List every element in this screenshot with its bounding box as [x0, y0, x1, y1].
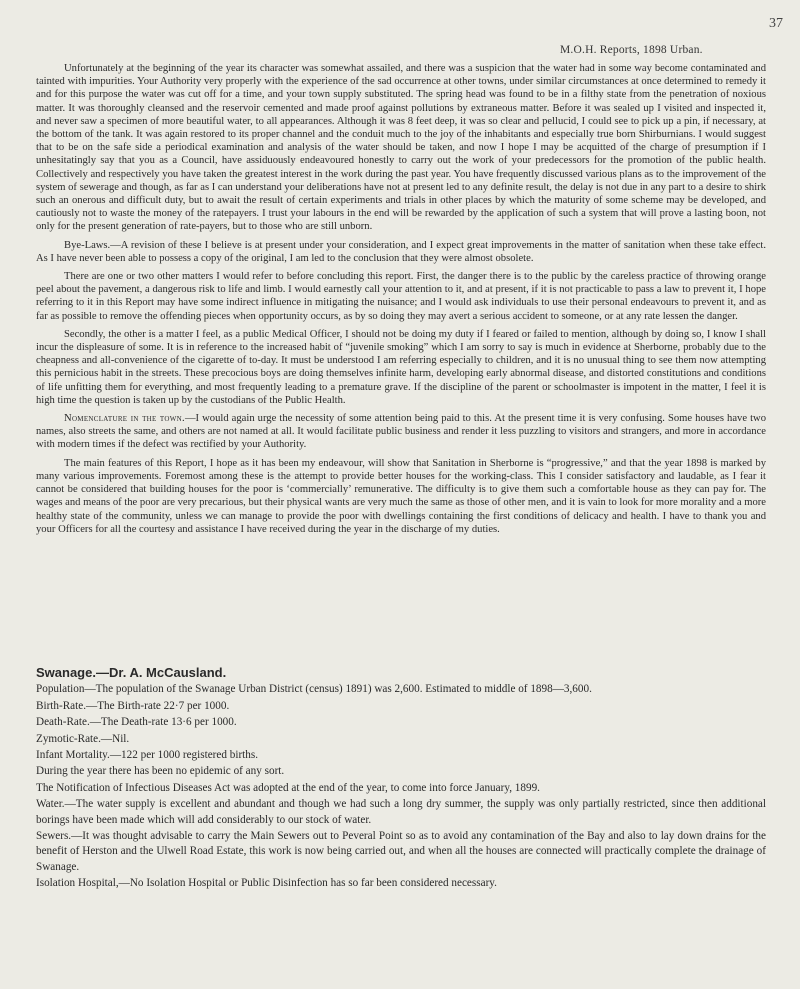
infant-mortality-line: Infant Mortality.—122 per 1000 registered births. — [36, 749, 259, 762]
nomenclature-text: —I would again urge the necessity of some attention being paid to this. At the present time it is very confusing. Some houses have two names, also streets the same, and others are not named at all. It would facilitate public business and render it less puzzling to visitors and strangers, and more in accordance with modern times if the defect was rectified by your Authority. — [36, 413, 766, 451]
paragraph-bye-laws: Bye-Laws.—A revision of these I believe is at present under your consideration, and I expect great improvements in the matter of sanitation when these take effect. As I have never been able to possess a copy of the original, I am led to the conclusion that they were almost obsolete. — [36, 239, 766, 264]
swanage-section — [36, 665, 766, 893]
paragraph-water-supply: Unfortunately at the beginning of the year its character was somewhat assailed, and there was a suspicion that the water had in some way become contaminated and tainted with impurities. Your Authority very properly with the experience of the sad occurrence at other towns, under similar circumstances at once determined to remedy it and for this purpose the water was cut off for a time, and your town supply substituted. The spring head was found to be in a filthy state from the penetration of noxious matter. It was thoroughly cleansed and the reservoir cemented and made proof against pollutions by extraneous matter. Before it was sealed up I visited and inspected it, and never saw a specimen of more beautiful water, to all appearances. Although it was 8 feet deep, it was so clear and pellucid, I could see to pick up a pin, if necessary, at the bottom of the tank. It was again restored to its proper channel and the conduit much to the joy of the inhabitants and especially true born Shirburnians. I would suggest that to be on the safe side a periodical examination and analysis of the water should be taken, and now I hope I may be acquitted of the charge of presumption if I unhesitatingly say that you as a Council, have assiduously endeavoured honestly to carry out the work of your predecessors for the promotion of the public health. Collectively and respectively you have taken the greatest interest in the work during the past year. You have frequently discussed various plans as to the improvement of the system of sewerage and though, as far as I can understand your deliberations have not at present led to any definite result, the delay is not due in any part to a desire to shirk such an onerous and difficult duty, but to await the result of certain experiments and trials in other places by which the maturity of some scheme may be developed, and cautiously not to waste the money of the ratepayers. I trust your labours in the end will be rewarded by the application of such a system that will prove a lasting boon, not only for the present generation of rate-payers, but to those who are still unborn. — [36, 63, 766, 233]
nomenclature-lead: Nomenclature in the town. — [64, 413, 185, 425]
page-number: 37 — [769, 16, 783, 31]
notification-line: The Notification of Infectious Diseases Act was adopted at the end of the year, to come into force January, 1899. — [36, 781, 540, 794]
report-body — [36, 62, 766, 541]
zymotic-rate-line: Zymotic-Rate.—Nil. — [36, 732, 130, 745]
birth-rate-line: Birth-Rate.—The Birth-rate 22·7 per 1000. — [36, 699, 230, 712]
paragraph-nomenclature — [36, 412, 766, 452]
death-rate-line: Death-Rate.—The Death-rate 13·6 per 1000. — [36, 716, 237, 729]
water-paragraph: Water.—The water supply is excellent and abundant and though we had such a long dry summer, the supply was only partially restricted, since then additional borings have been made which will add considerably to our stock of water. — [36, 798, 766, 826]
population-line: Population—The population of the Swanage Urban District (census) 1891) was 2,600. Estimated to middle of 1898—3,600. — [36, 683, 592, 696]
paragraph-juvenile-smoking: Secondly, the other is a matter I feel, as a public Medical Officer, I should not be doing my duty if I feared or failed to mention, although by doing so, I know I shall incur the displeasure of some. It is in reference to the increased habit of “juvenile smoking” which I am sorry to say is much in evidence at Sherborne, probably due to the cheapness and all-convenience of the cigarette of to-day. It must be understood I am referring especially to children, and it is no unusual thing to see them now attempting this pernicious habit in the streets. These precocious boys are doing themselves infinite harm, developing early abnormal disease, and distorted constitutions and conditions of life unfitting them for everything, and most frequently leading to a premature grave. If the discipline of the parent or schoolmaster is impotent in the matter, I feel it is high time the question is taken up by the custodians of the Public Health. — [36, 328, 766, 406]
isolation-hospital-line: Isolation Hospital,—No Isolation Hospital or Public Disinfection has so far been considered necessary. — [36, 877, 497, 890]
paragraph-orange-peel: There are one or two other matters I would refer to before concluding this report. First, the danger there is to the public by the careless practice of throwing orange peel about the pavement, a dangerous risk to life and limb. I would earnestly call your attention to it, and at present, if it is not practicable to pass a law to prevent it, I hope referring to it in this Report may have some indirect influence in mitigating the nuisance; and I would ask individuals to use their personal endeavours to prevent it, and as far as possible to remove the offending pieces when opportunity occurs, as by so doing they may avert a serious accident to someone, or at any rate lessen the danger. — [36, 271, 766, 322]
swanage-heading: Swanage.—Dr. A. McCausland. — [36, 665, 227, 680]
paragraph-main-features: The main features of this Report, I hope as it has been my endeavour, will show that Sanitation in Sherborne is “progressive,” and that the year 1898 is marked by many various improvements. Foremost among these is the attempt to provide better houses for the working-class. This I consider satisfactory and laudable, as I fear it cannot be considered that building houses for the poor is ‘commercially’ remunerative. The difficulty is to give them such a comfortable house as they can pay for. The wages and means of the poor are very precarious, but their physical wants are very much the same as those of other men, and it is vain to look for more morality and a more healthy state of the community, unless we can manage to provide the poor with dwellings containing the first conditions of delicacy and health. I have to thank you and your Officers for all the courtesy and assistance I have received during the year in the discharge of my duties. — [36, 457, 766, 535]
running-head: M.O.H. Reports, 1898 Urban. — [560, 44, 703, 56]
epidemic-line: During the year there has been no epidemic of any sort. — [36, 765, 285, 778]
sewers-paragraph: Sewers.—It was thought advisable to carry the Main Sewers out to Peveral Point so as to avoid any contamination of the Bay and also to lay down drains for the benefit of Herston and the Ulwell Road Estate, this work is now being carried out, and when all the houses are connected will practically complete the drainage of Swanage. — [36, 830, 766, 873]
